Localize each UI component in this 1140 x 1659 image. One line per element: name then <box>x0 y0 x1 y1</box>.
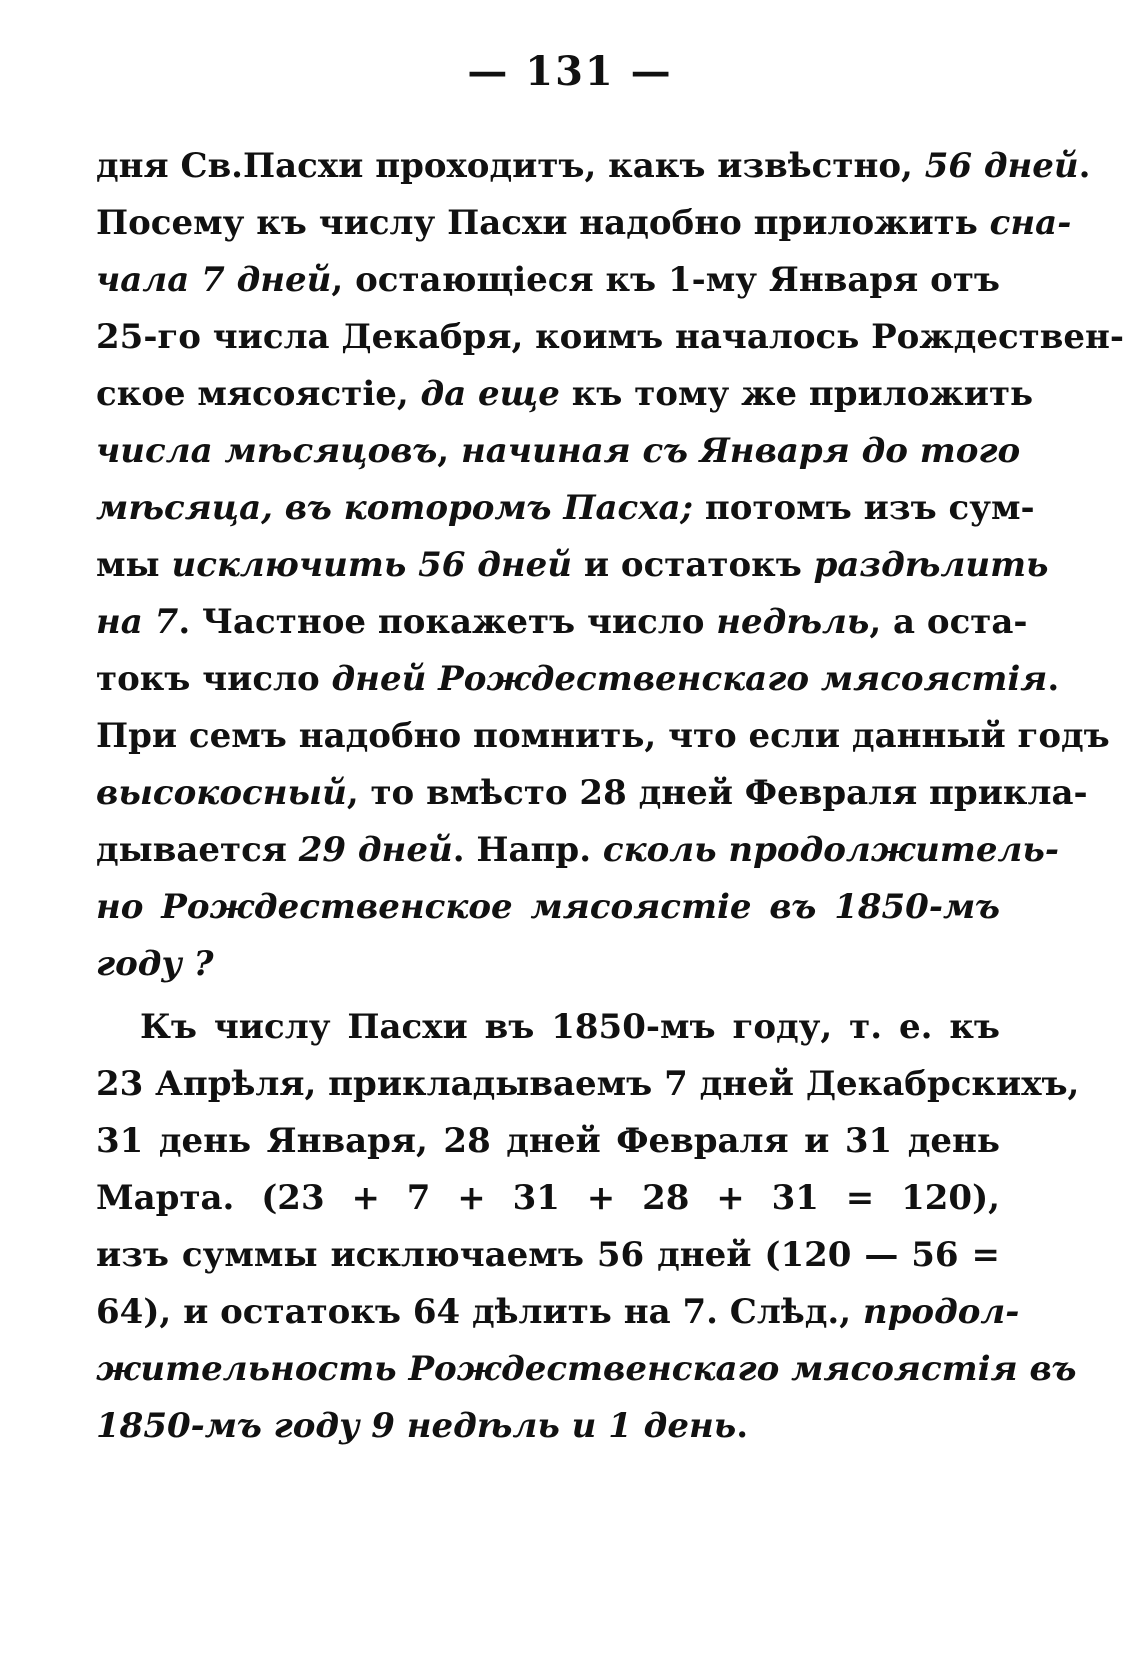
text-run: . <box>736 1406 749 1446</box>
text-run: , остающіеся къ 1-му Января отъ <box>331 260 1000 300</box>
italic-run: высокосный <box>96 773 347 813</box>
text-run: . Напр. <box>452 830 603 870</box>
text-run: , то вмѣсто 28 дней Февраля прикла- <box>346 773 1088 813</box>
text-run: 23 Апрѣля, прикладываемъ 7 дней Декабрскихъ, <box>96 1064 1080 1104</box>
text-run: Марта. (23 + 7 + 31 + 28 + 31 = 120), <box>96 1178 1000 1218</box>
text-line <box>96 765 1088 822</box>
text-line <box>96 480 1035 537</box>
text-line <box>96 1113 1000 1170</box>
page-number: — 131 — <box>467 48 673 95</box>
italic-run: году ? <box>96 944 214 984</box>
text-line <box>96 1341 1077 1398</box>
paragraph <box>96 999 1080 1455</box>
italic-run: числа мѣсяцовъ <box>96 431 438 471</box>
text-line <box>96 822 1059 879</box>
text-line <box>96 1398 1000 1455</box>
text-line <box>96 195 1072 252</box>
italic-run: продол- <box>862 1292 1020 1332</box>
text-run: , <box>437 431 461 471</box>
text-run: . <box>1078 146 1091 186</box>
italic-run: мѣсяца, въ которомъ Пасха; <box>96 488 694 528</box>
italic-run: да еще <box>420 374 560 414</box>
italic-run: 56 дней <box>924 146 1079 186</box>
text-run: При семъ надобно помнить, что если данный годъ <box>96 716 1110 756</box>
italic-run: исключить 56 дней <box>171 545 573 585</box>
text-run: дывается <box>96 830 299 870</box>
text-run: и остатокъ <box>572 545 814 585</box>
text-line <box>96 309 1125 366</box>
text-run: . Частное покажетъ число <box>178 602 717 642</box>
text-run: мы <box>96 545 172 585</box>
italic-run: 29 дней <box>298 830 453 870</box>
text-line <box>96 999 1000 1056</box>
text-run: Посему къ числу Пасхи надобно приложить <box>96 203 990 243</box>
text-line <box>96 138 1091 195</box>
text-line <box>96 594 1028 651</box>
italic-run: сколь продолжитель- <box>602 830 1059 870</box>
text-line <box>96 879 1000 936</box>
italic-run: жительность Рождественскаго мясоястія въ <box>96 1349 1077 1389</box>
italic-run: чала 7 дней <box>96 260 332 300</box>
text-run: 31 день Января, 28 дней Февраля и 31 день <box>96 1121 1000 1161</box>
italic-run: сна- <box>989 203 1072 243</box>
italic-run: раздѣлить <box>813 545 1049 585</box>
text-run: , а оста- <box>869 602 1028 642</box>
text-run: дня Св.Пасхи проходитъ, какъ извѣстно, <box>96 146 925 186</box>
text-line <box>96 537 1049 594</box>
text-line <box>96 252 1000 309</box>
text-line <box>96 1284 1020 1341</box>
italic-run: начиная съ Января до того <box>460 431 1021 471</box>
text-line <box>96 1170 1000 1227</box>
text-line <box>96 936 1000 993</box>
text-run: 64), и остатокъ 64 дѣлить на 7. Слѣд., <box>96 1292 863 1332</box>
text-run: . <box>1047 659 1060 699</box>
italic-run: дней Рождественскаго мясоястія <box>331 659 1048 699</box>
text-line <box>96 708 1110 765</box>
text-line <box>96 1227 1000 1284</box>
text-line <box>96 651 1060 708</box>
body-text <box>96 138 1125 1455</box>
italic-run: 1850-мъ году 9 недѣль и 1 день <box>96 1406 737 1446</box>
text-run: ское мясоястіе, <box>96 374 421 414</box>
italic-run: недѣль <box>716 602 870 642</box>
text-run: изъ суммы исключаемъ 56 дней (120 — 56 = <box>96 1235 1000 1275</box>
text-line <box>96 366 1034 423</box>
italic-run: но Рождественское мясоястіе въ 1850-мъ <box>96 887 1000 927</box>
text-run: къ тому же приложить <box>559 374 1034 414</box>
italic-run: на 7 <box>96 602 179 642</box>
text-run: потомъ изъ сум- <box>693 488 1035 528</box>
text-run: 25-го числа Декабря, коимъ началось Рождествен- <box>96 317 1125 357</box>
paragraph <box>96 138 1125 993</box>
text-line <box>96 1056 1080 1113</box>
text-line <box>96 423 1021 480</box>
text-run: токъ число <box>96 659 332 699</box>
text-run: Къ числу Пасхи въ 1850-мъ году, т. е. къ <box>140 1007 1000 1047</box>
